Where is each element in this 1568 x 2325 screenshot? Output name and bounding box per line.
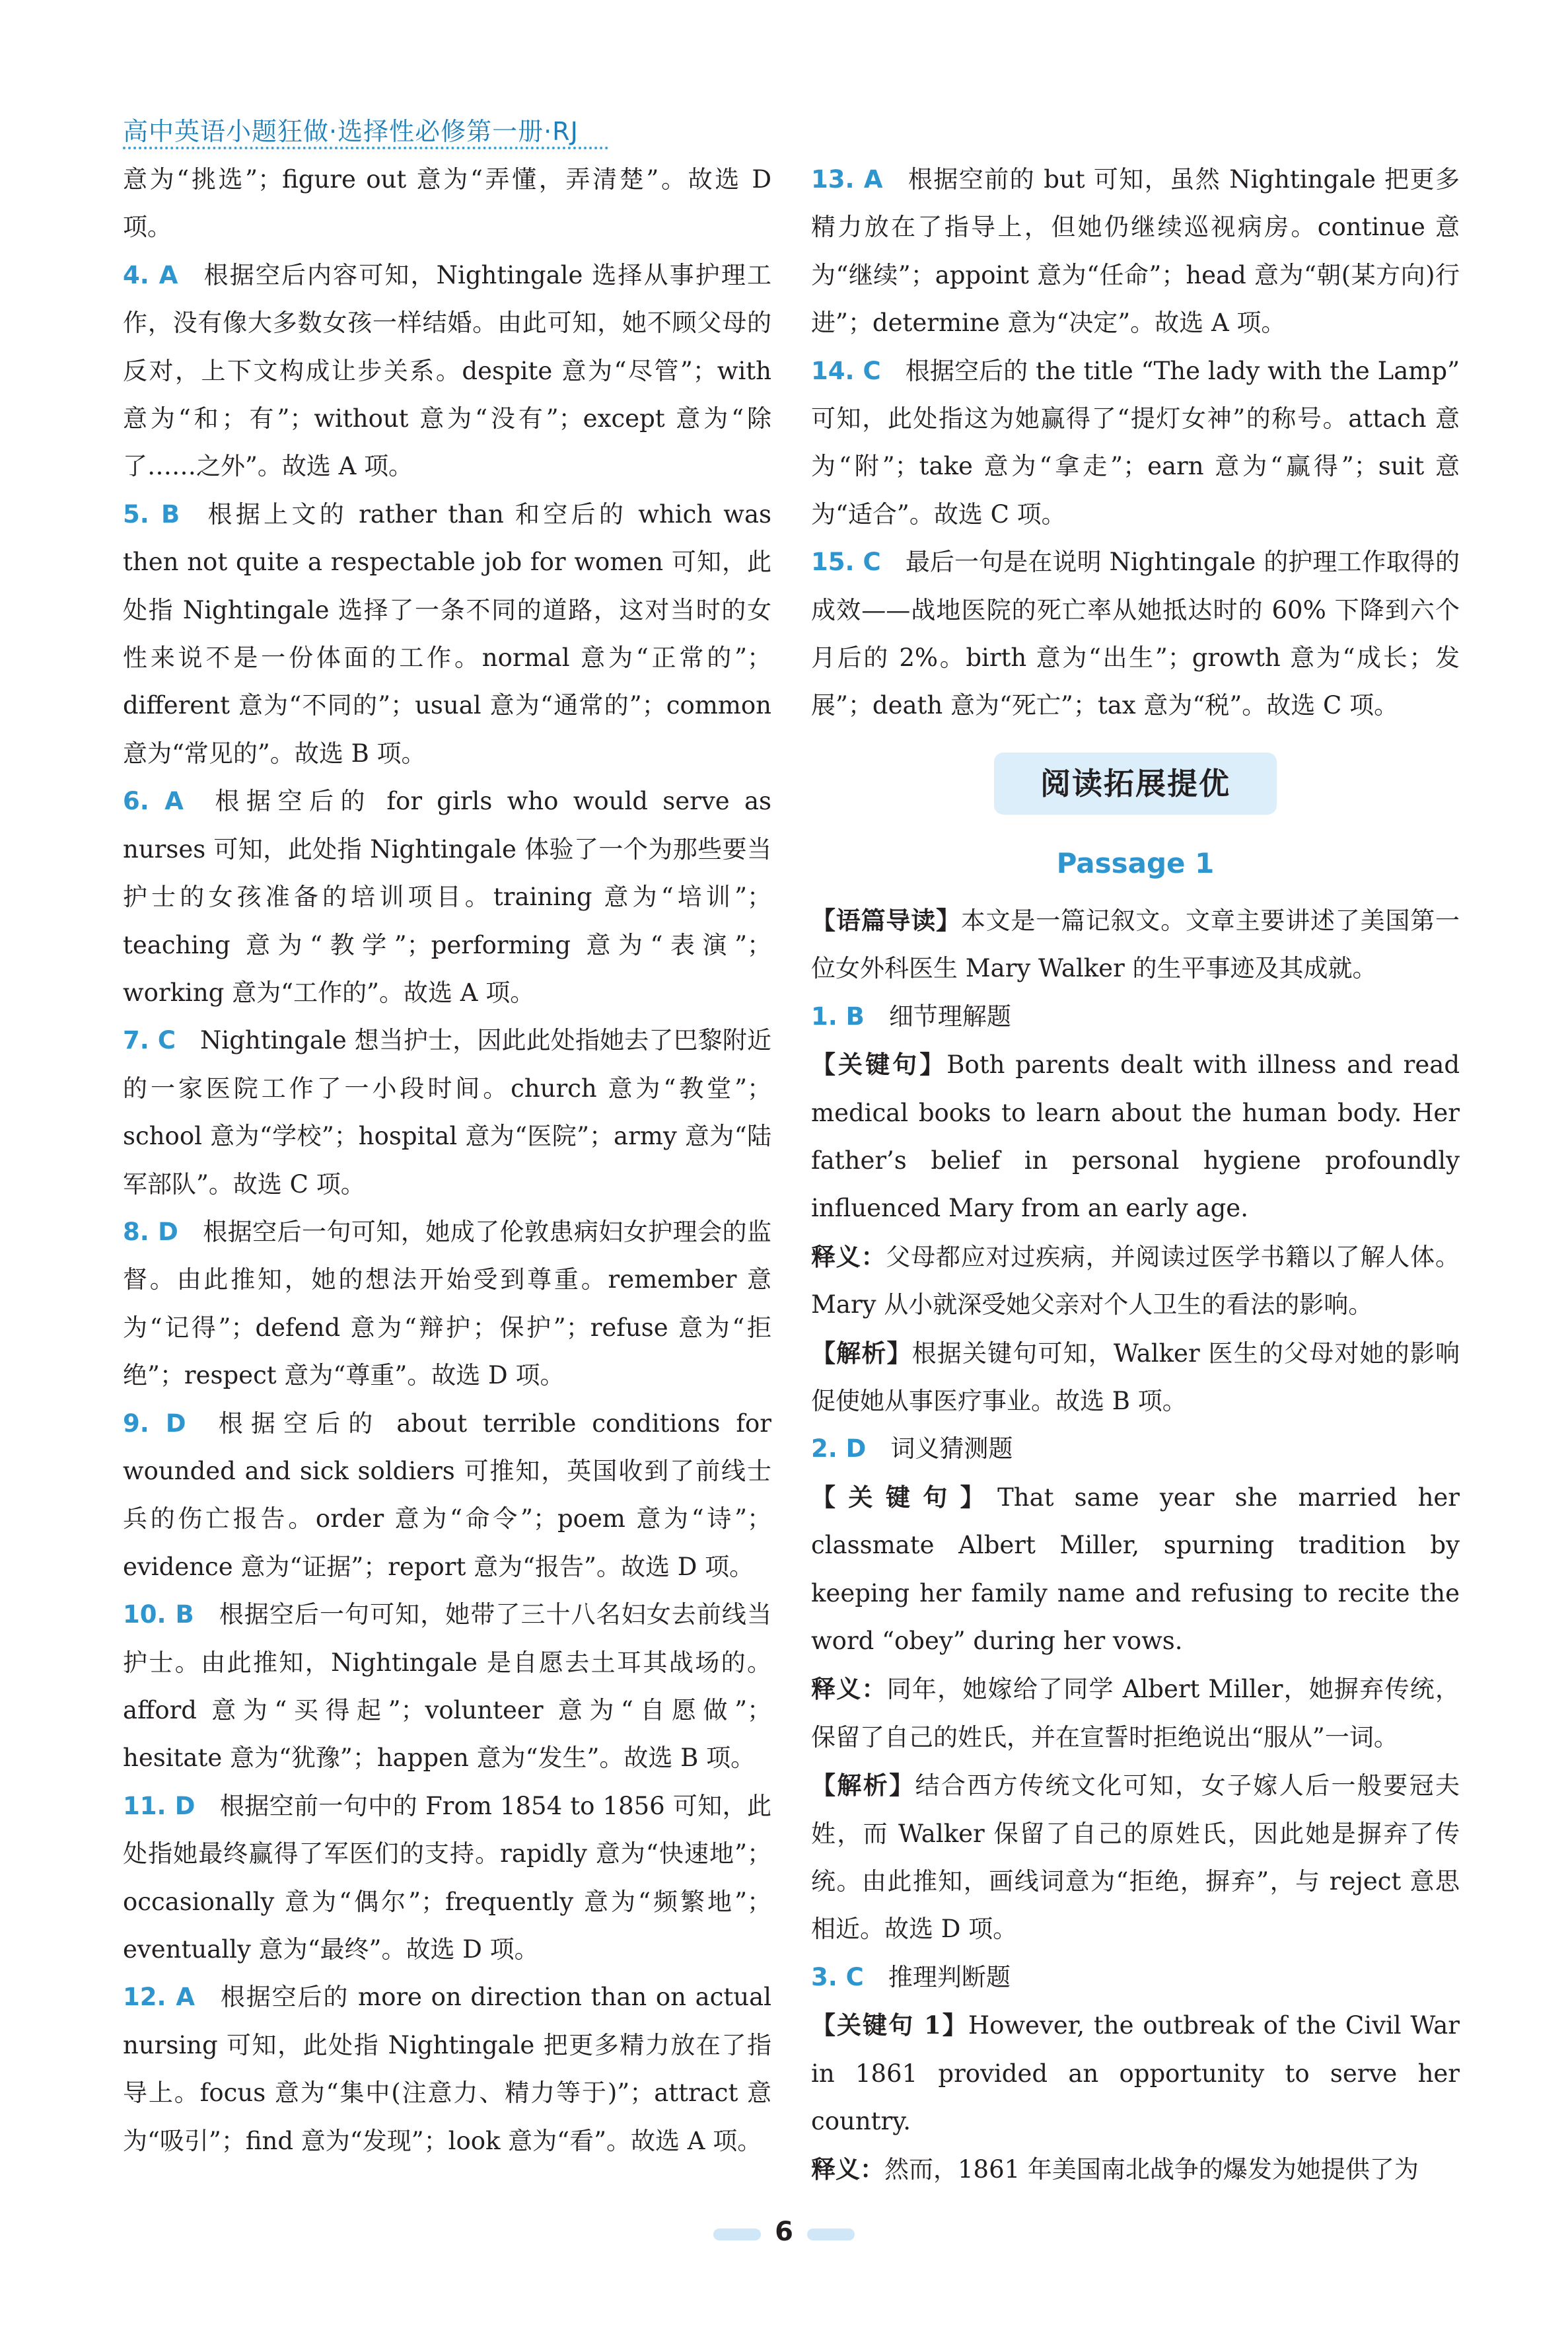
answer-number: 8. D xyxy=(123,1217,178,1246)
body-text: 同年，她嫁给了同学 Albert Miller，她摒弃传统，保留了自己的姓氏，并在宣誓时拒绝说出“服从”一词。 xyxy=(811,1675,1460,1752)
answer-text: 根据空后一句可知，她带了三十八名妇女去前线当护士。由此推知，Nightingale 是自愿去土耳其战场的。afford 意为“买得起”；volunteer 意为“自愿做”；hesitate 意为“犹豫”；happen 意为“发生”。故选 B 项。 xyxy=(123,1600,771,1773)
body-text: 然而，1861 年美国南北战争的爆发为她提供了为 xyxy=(884,2155,1419,2184)
running-header: 高中英语小题狂做·选择性必修第一册·RJ xyxy=(123,117,579,146)
analysis xyxy=(811,1761,1460,1954)
answer-continuation xyxy=(123,156,771,252)
answer-number: 10. B xyxy=(123,1600,194,1629)
answer-8 xyxy=(123,1208,771,1400)
question-type: 细节理解题 xyxy=(888,1002,1011,1031)
translation xyxy=(811,1665,1460,1761)
question-1 xyxy=(811,993,1460,1041)
translation xyxy=(811,2145,1460,2194)
left-column xyxy=(123,156,771,2165)
answer-number: 5. B xyxy=(123,499,180,529)
question-2 xyxy=(811,1425,1460,1473)
analysis xyxy=(811,1329,1460,1426)
question-type: 推理判断题 xyxy=(888,1962,1011,1991)
label: 【关键句 1】 xyxy=(811,2011,968,2040)
right-column xyxy=(811,156,1460,2194)
answer-text: 最后一句是在说明 Nightingale 的护理工作取得的成效——战地医院的死亡率从她抵达时的 60% 下降到六个月后的 2%。birth 意为“出生”；growth 意为“成长；发展”；death 意为“死亡”；tax 意为“税”。故选 C 项。 xyxy=(811,548,1460,720)
passage-intro xyxy=(811,897,1460,993)
answer-number: 12. A xyxy=(123,1983,195,2012)
answer-13 xyxy=(811,156,1460,348)
answer-number: 7. C xyxy=(123,1026,176,1055)
answer-number: 14. C xyxy=(811,356,881,385)
key-sentence xyxy=(811,1473,1460,1666)
label: 释义： xyxy=(811,2155,884,2184)
answer-7 xyxy=(123,1017,771,1208)
footer-decoration-left xyxy=(713,2229,761,2240)
answer-12 xyxy=(123,1974,771,2165)
answer-number: 1. B xyxy=(811,1002,865,1031)
answer-text: 根据上文的 rather than 和空后的 which was then not quite a respectable job for women 可知，此处指 Nightingale 选择了一条不同的道路，这对当时的女性来说不是一份体面的工作。normal 意为“正常的”；different 意为“不同的”；usual 意为“通常的”；common 意为“常见的”。故选 B 项。 xyxy=(123,499,771,768)
answer-number: 15. C xyxy=(811,548,881,577)
label: 【解析】 xyxy=(811,1338,912,1368)
answer-text: Nightingale 想当护士，因此此处指她去了巴黎附近的一家医院工作了一小段时间。church 意为“教堂”；school 意为“学校”；hospital 意为“医院”；army 意为“陆军部队”。故选 C 项。 xyxy=(123,1026,771,1199)
answer-number: 9. D xyxy=(123,1409,186,1438)
body-text: 结合西方传统文化可知，女子嫁人后一般要冠夫姓，而 Walker 保留了自己的原姓氏，因此她是摒弃了传统。由此推知，画线词意为“拒绝，摒弃”，与 reject 意思相近。故选 D 项。 xyxy=(811,1771,1460,1944)
answer-text: 根据空前的 but 可知，虽然 Nightingale 把更多精力放在了指导上，但她仍继续巡视病房。continue 意为“继续”；appoint 意为“任命”；head 意为“朝(某方向)行进”；determine 意为“决定”。故选 A 项。 xyxy=(811,165,1460,338)
answer-5 xyxy=(123,491,771,778)
body-text: 父母都应对过疾病，并阅读过医学书籍以了解人体。Mary 从小就深受她父亲对个人卫生的看法的影响。 xyxy=(811,1242,1460,1319)
answer-number: 2. D xyxy=(811,1434,867,1463)
answer-number: 6. A xyxy=(123,787,184,816)
label: 【语篇导读】 xyxy=(811,905,961,935)
passage-title: Passage 1 xyxy=(1056,846,1215,879)
section-title: 阅读拓展提优 xyxy=(994,753,1277,815)
answer-text: 根据空前一句中的 From 1854 to 1856 可知，此处指她最终赢得了军医们的支持。rapidly 意为“快速地”；occasionally 意为“偶尔”；frequently 意为“频繁地”；eventually 意为“最终”。故选 D 项。 xyxy=(123,1791,772,1964)
body-text: 根据关键句可知，Walker 医生的父母对她的影响促使她从事医疗事业。故选 B 项。 xyxy=(811,1339,1460,1415)
answer-10 xyxy=(123,1591,771,1783)
answer-text: 根据空后内容可知，Nightingale 选择从事护理工作，没有像大多数女孩一样结婚。由此可知，她不顾父母的反对，上下文构成让步关系。despite 意为“尽管”；with 意为“和；有”；without 意为“没有”；except 意为“除了……之外”。故选 A 项。 xyxy=(123,260,771,481)
answer-11 xyxy=(123,1783,771,1974)
label: 【关键句】 xyxy=(811,1050,947,1080)
answer-4 xyxy=(123,252,771,491)
key-sentence xyxy=(811,2001,1460,2145)
header-divider xyxy=(123,147,608,149)
answer-text: 根据空后的 more on direction than on actual nursing 可知，此处指 Nightingale 把更多精力放在了指导上。focus 意为“集中(注意力、精力等于)”；attract 意为“吸引”；find 意为“发现”；look 意为“看”。故选 A 项。 xyxy=(123,1983,771,2155)
answer-14 xyxy=(811,348,1460,539)
question-type: 词义猜测题 xyxy=(890,1434,1013,1463)
label: 释义： xyxy=(811,1674,887,1704)
answer-text: 根据空后的 for girls who would serve as nurses 可知，此处指 Nightingale 体验了一个为那些要当护士的女孩准备的培训项目。training 意为“培训”；teaching 意为“教学”；performing 意为“表演”；working 意为“工作的”。故选 A 项。 xyxy=(123,787,771,1007)
answer-text: 根据空后的 the title “The lady with the Lamp” 可知，此处指这为她赢得了“提灯女神”的称号。attach 意为“附”；take 意为“拿走”；earn 意为“赢得”；suit 意为“适合”。故选 C 项。 xyxy=(811,356,1460,529)
answer-text: 根据空后一句可知，她成了伦敦患病妇女护理会的监督。由此推知，她的想法开始受到尊重。remember 意为“记得”；defend 意为“辩护；保护”；refuse 意为“拒绝”；respect 意为“尊重”。故选 D 项。 xyxy=(123,1217,771,1390)
body-text: Both parents dealt with illness and read medical books to learn about the human body. Her father’s belief in personal hygiene profoundly influenced Mary from an early age. xyxy=(811,1051,1460,1223)
answer-9 xyxy=(123,1400,771,1592)
answer-text: 根据空后的 about terrible conditions for wounded and sick soldiers 可推知，英国收到了前线士兵的伤亡报告。order 意为“命令”；poem 意为“诗”；evidence 意为“证据”；report 意为“报告”。故选 D 项。 xyxy=(123,1409,771,1581)
label: 【关键句】 xyxy=(811,1482,998,1512)
answer-number: 11. D xyxy=(123,1791,196,1820)
answer-number: 3. C xyxy=(811,1962,864,1991)
answer-15 xyxy=(811,538,1460,730)
body-text: However, the outbreak of the Civil War in 1861 provided an opportunity to serve her country. xyxy=(811,2011,1460,2136)
question-3 xyxy=(811,1954,1460,2001)
page-number: 6 xyxy=(775,2217,793,2247)
answer-6 xyxy=(123,778,771,1017)
body-text: That same year she married her classmate Albert Miller, spurning tradition by keeping her family name and refusing to recite the word “obey” during her vows. xyxy=(811,1483,1460,1655)
answer-number: 4. A xyxy=(123,260,178,289)
body-text: 本文是一篇记叙文。文章主要讲述了美国第一位女外科医生 Mary Walker 的生平事迹及其成就。 xyxy=(811,906,1460,983)
key-sentence xyxy=(811,1041,1460,1233)
answer-number: 13. A xyxy=(811,165,883,194)
label: 释义： xyxy=(811,1241,886,1271)
translation xyxy=(811,1233,1460,1329)
footer-decoration-right xyxy=(807,2229,855,2240)
label: 【解析】 xyxy=(811,1771,915,1800)
answer-text: 意为“挑选”；figure out 意为“弄懂，弄清楚”。故选 D 项。 xyxy=(123,165,771,242)
section-heading-wrap xyxy=(811,753,1460,824)
